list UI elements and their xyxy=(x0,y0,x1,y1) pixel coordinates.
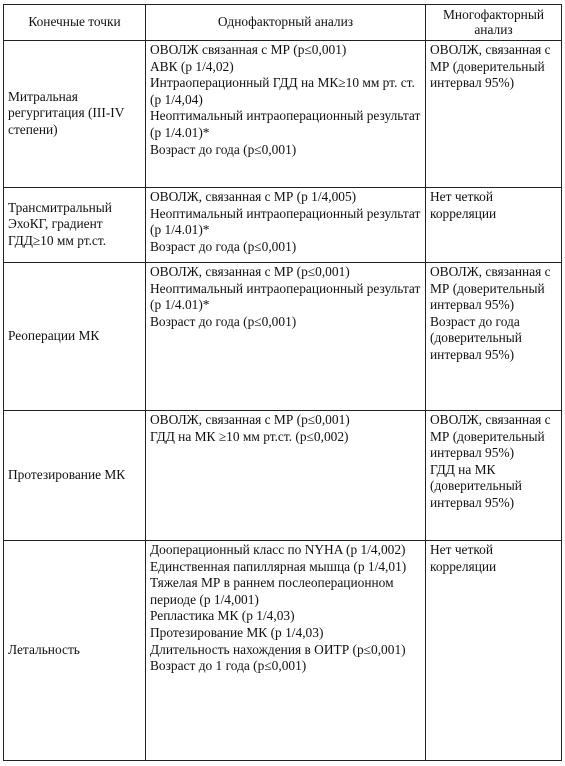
univariate-item: Возраст до года (p≤0,001) xyxy=(150,141,297,157)
multivariate-item: Возраст до года (доверительный интервал 95%) xyxy=(430,313,522,362)
univariate-item: Тяжелая МР в раннем послеоперационном периоде (p 1/4,001) xyxy=(150,575,394,607)
multivariate-item: ОВОЛЖ, связанная с МР (доверительный интервал 95%) xyxy=(430,42,551,91)
header-row xyxy=(4,5,562,41)
endpoint-cell: Летальность xyxy=(4,541,146,761)
univariate-cell xyxy=(146,41,426,188)
header-univariate: Однофакторный анализ xyxy=(146,5,426,41)
univariate-item: ОВОЛЖ, связанная с МР (p 1/4,005) xyxy=(150,189,357,204)
univariate-item: Единственная папиллярная мышца (p 1/4,01) xyxy=(150,558,407,574)
multivariate-cell xyxy=(426,188,562,263)
endpoint-cell: Реоперации МК xyxy=(4,263,146,411)
multivariate-cell xyxy=(426,263,562,411)
univariate-cell xyxy=(146,188,426,263)
multivariate-cell xyxy=(426,411,562,541)
univariate-item: ОВОЛЖ, связанная с МР (p≤0,001) xyxy=(150,412,350,427)
univariate-item: Длительность нахождения в ОИТР (p≤0,001) xyxy=(150,641,406,657)
multivariate-item: ОВОЛЖ, связанная с МР (доверительный интервал 95%) xyxy=(430,412,551,461)
header-multivariate: Многофакторный анализ xyxy=(426,5,562,41)
univariate-item: Возраст до года (p≤0,001) xyxy=(150,313,297,329)
univariate-item: Неоптимальный интраоперационный результат (p 1/4.01)* xyxy=(150,205,421,238)
table-row xyxy=(4,411,562,541)
endpoint-cell: Трансмитральный ЭхоКГ, градиент ГДД≥10 мм рт.ст. xyxy=(4,188,146,263)
multivariate-item: Нет четкой корреляции xyxy=(430,542,497,574)
multivariate-item: ОВОЛЖ, связанная с МР (доверительный интервал 95%) xyxy=(430,264,551,313)
univariate-item: ГДД на МК ≥10 мм рт.ст. (p≤0,002) xyxy=(150,428,349,444)
results-table xyxy=(3,4,562,761)
header-endpoints: Конечные точки xyxy=(4,5,146,41)
table-row xyxy=(4,41,562,188)
univariate-cell xyxy=(146,541,426,761)
endpoint-cell: Митральная регургитация (III-IV степени) xyxy=(4,41,146,188)
univariate-item: Дооперационный класс по NYHA (p 1/4,002) xyxy=(150,542,406,557)
table-row xyxy=(4,188,562,263)
univariate-item: ОВОЛЖ связанная с МР (p≤0,001) xyxy=(150,42,347,57)
univariate-cell xyxy=(146,411,426,541)
univariate-item: Репластика МК (p 1/4,03) xyxy=(150,608,295,624)
univariate-item: Возраст до года (p≤0,001) xyxy=(150,238,297,254)
univariate-item: Возраст до 1 года (p≤0,001) xyxy=(150,658,307,674)
univariate-item: АВК (p 1/4,02) xyxy=(150,58,234,74)
multivariate-cell xyxy=(426,541,562,761)
table-row xyxy=(4,541,562,761)
multivariate-item: Нет четкой корреляции xyxy=(430,189,497,221)
univariate-item: ОВОЛЖ, связанная с МР (p≤0,001) xyxy=(150,264,350,279)
univariate-item: Неоптимальный интраоперационный результат (p 1/4.01)* xyxy=(150,108,421,140)
univariate-item: Протезирование МК (p 1/4,03) xyxy=(150,624,324,640)
univariate-item: Неоптимальный интраоперационный результат (p 1/4.01)* xyxy=(150,280,421,313)
multivariate-cell xyxy=(426,41,562,188)
endpoint-cell: Протезирование МК xyxy=(4,411,146,541)
univariate-cell xyxy=(146,263,426,411)
univariate-item: Интраоперационный ГДД на МК≥10 мм рт. ст. (p 1/4,04) xyxy=(150,75,415,107)
table-row xyxy=(4,263,562,411)
multivariate-item: ГДД на МК (доверительный интервал 95%) xyxy=(430,461,522,510)
